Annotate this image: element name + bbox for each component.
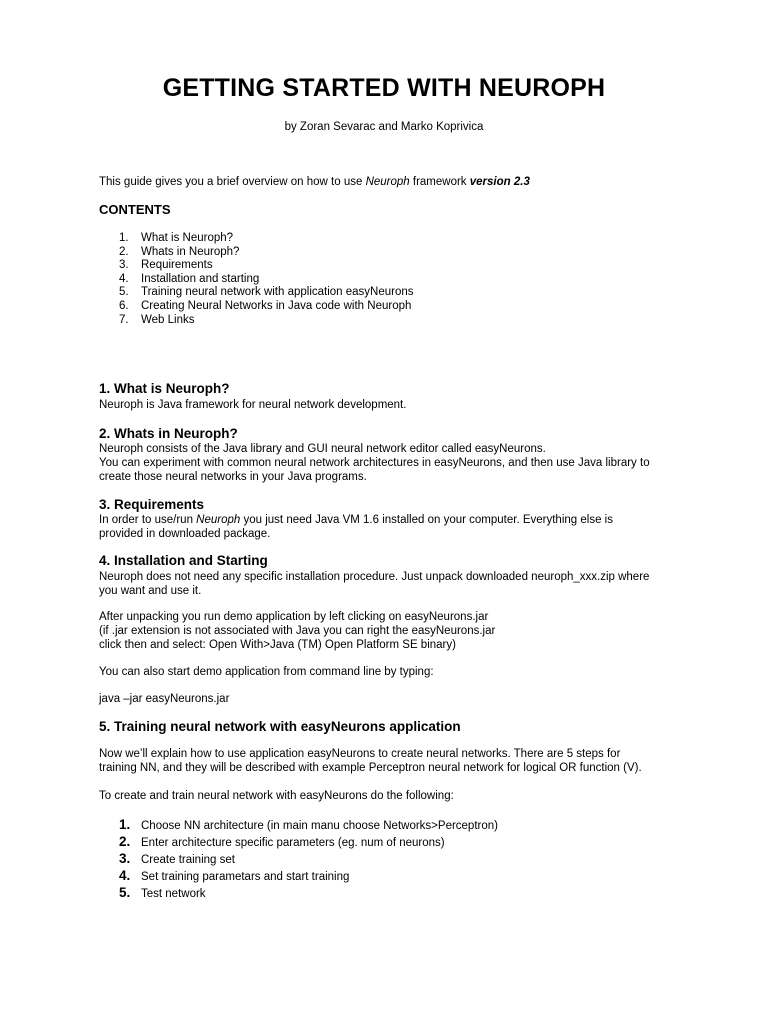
toc-item-number: 4. xyxy=(119,272,129,285)
list-item xyxy=(119,851,498,868)
toc-item-number: 6. xyxy=(119,299,129,312)
toc-item xyxy=(119,286,414,300)
list-item xyxy=(119,834,498,851)
toc-item xyxy=(119,246,414,260)
step-label: Choose NN architecture (in main manu choose Networks>Perceptron) xyxy=(141,820,498,832)
toc-item-number: 5. xyxy=(119,286,129,299)
section-4-line: (if .jar extension is not associated with Java you can right the easyNeurons.jar xyxy=(99,625,496,637)
section-4-paragraph-3: You can also start demo application from command line by typing: xyxy=(99,666,434,678)
toc-item-number: 2. xyxy=(119,245,129,258)
step-label: Set training parametars and start training xyxy=(141,871,350,883)
section-2-line: Neuroph consists of the Java library and GUI neural network editor called easyNeurons. xyxy=(99,443,546,455)
toc-item-number: 7. xyxy=(119,313,129,326)
step-number: 5. xyxy=(119,885,131,900)
step-label: Test network xyxy=(141,888,206,900)
section-5-heading: 5. Training neural network with easyNeurons application xyxy=(99,719,461,734)
section-4-paragraph-1 xyxy=(99,570,679,598)
list-item xyxy=(119,817,498,834)
step-number: 1. xyxy=(119,817,131,832)
toc-item-label: Installation and starting xyxy=(141,272,260,285)
list-item xyxy=(119,868,498,885)
section-2-text xyxy=(99,442,679,484)
toc-item-label: Training neural network with application easyNeurons xyxy=(141,286,414,299)
toc-item xyxy=(119,300,414,314)
section-1-text: Neuroph is Java framework for neural network development. xyxy=(99,399,407,411)
intro-middle: framework xyxy=(409,176,470,188)
toc-item-label: Whats in Neuroph? xyxy=(141,245,240,258)
toc-item xyxy=(119,273,414,287)
section-5-paragraph-2: To create and train neural network with easyNeurons do the following: xyxy=(99,790,454,802)
step-label: Enter architecture specific parameters (eg. num of neurons) xyxy=(141,837,445,849)
toc-item-label: Web Links xyxy=(141,313,195,326)
step-number: 2. xyxy=(119,834,131,849)
section-3-neuroph: Neuroph xyxy=(196,514,241,526)
step-number: 4. xyxy=(119,868,131,883)
training-steps-list xyxy=(119,817,498,902)
section-3-line xyxy=(99,513,679,527)
section-5-line: training NN, and they will be described with example Perceptron neural network for logical OR function (V). xyxy=(99,762,642,774)
toc-item-number: 1. xyxy=(119,232,129,244)
section-3-heading: 3. Requirements xyxy=(99,497,205,512)
section-3-prefix: In order to use/run xyxy=(99,514,197,526)
toc-item-label: What is Neuroph? xyxy=(141,232,234,244)
toc-item xyxy=(119,232,414,246)
section-5-line: Now we’ll explain how to use application easyNeurons to create neural networks. There are 5 steps for xyxy=(99,748,621,760)
intro-paragraph xyxy=(99,175,679,189)
section-4-paragraph-2 xyxy=(99,610,679,652)
section-5-paragraph-1 xyxy=(99,747,679,775)
table-of-contents xyxy=(119,232,414,327)
section-4-line: you want and use it. xyxy=(99,585,202,597)
toc-item xyxy=(119,314,414,328)
section-3-suffix: you just need Java VM 1.6 installed on your computer. Everything else is xyxy=(240,514,613,526)
section-4-line: click then and select: Open With>Java (TM) Open Platform SE binary) xyxy=(99,639,456,651)
toc-item-label: Requirements xyxy=(141,259,213,272)
intro-prefix: This guide gives you a brief overview on how to use xyxy=(99,176,366,188)
section-3-text xyxy=(99,513,679,541)
toc-item xyxy=(119,259,414,273)
document-authors: by Zoran Sevarac and Marko Koprivica xyxy=(284,121,484,133)
list-item xyxy=(119,885,498,902)
section-3-line: provided in downloaded package. xyxy=(99,528,271,540)
toc-item-number: 3. xyxy=(119,259,129,272)
contents-heading: CONTENTS xyxy=(99,202,171,217)
section-2-line: You can experiment with common neural network architectures in easyNeurons, and then use Java library to xyxy=(99,457,650,469)
step-label: Create training set xyxy=(141,854,235,866)
intro-framework-name: Neuroph xyxy=(365,176,410,188)
section-1-heading: 1. What is Neuroph? xyxy=(99,381,230,396)
section-2-line: create those neural networks in your Java programs. xyxy=(99,471,367,483)
intro-version: version 2.3 xyxy=(469,176,530,188)
section-4-line: After unpacking you run demo application by left clicking on easyNeurons.jar xyxy=(99,611,489,623)
step-number: 3. xyxy=(119,851,131,866)
document-title: GETTING STARTED WITH NEUROPH xyxy=(162,74,606,102)
section-4-line: Neuroph does not need any specific installation procedure. Just unpack downloaded neuroph_xxx.zip where xyxy=(99,571,650,583)
section-2-heading: 2. Whats in Neuroph? xyxy=(99,426,238,441)
toc-item-label: Creating Neural Networks in Java code with Neuroph xyxy=(141,299,412,312)
command-line-example: java –jar easyNeurons.jar xyxy=(99,693,230,705)
section-4-heading: 4. Installation and Starting xyxy=(99,553,268,568)
